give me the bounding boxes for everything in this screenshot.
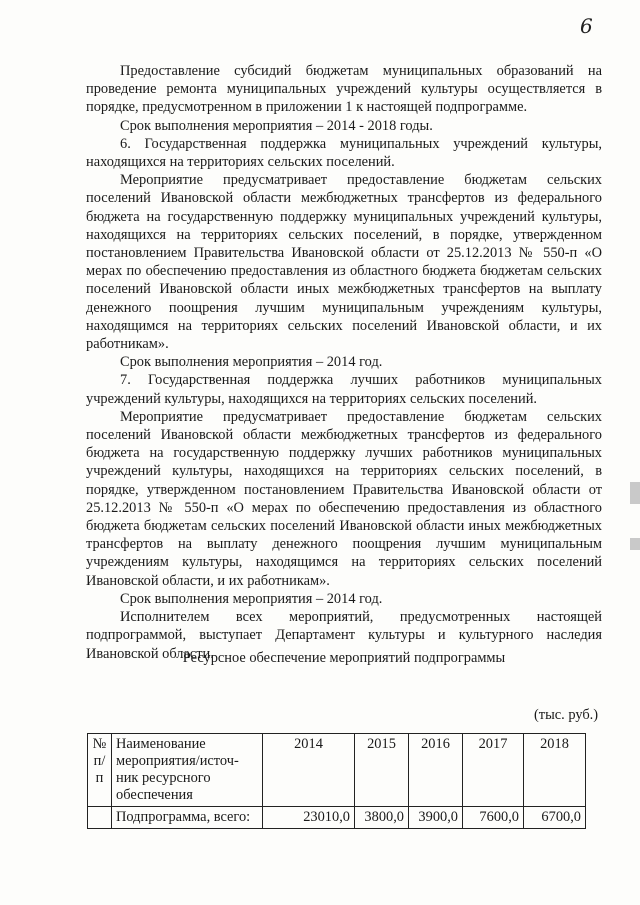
header-name: Наименование мероприятия/источ-ник ресурсного обеспечения (112, 734, 263, 807)
paragraph: Мероприятие предусматривает предоставление бюджетам сельских поселений Ивановской области межбюджетных трансфертов из федерального бюджета на государственную поддержку муниципальных учреждений культуры, находящихся на территориях сельских поселений, в порядке, утвержденном постановлением Правительства Ивановской области от 25.12.2013 № 550-п «О мерах по обеспечению предоставления из областного бюджета бюджетам сельских поселений Ивановской области иных межбюджетных трансфертов на выплату денежного поощрения лучшим муниципальным учреждениям культуры, находящимся на территориях сельских поселений Ивановской области, и их работникам». (86, 172, 602, 353)
paragraph: Мероприятие предусматривает предоставление бюджетам сельских поселений Ивановской области межбюджетных трансфертов из федерального бюджета на государственную поддержку лучших работников муниципальных учреждений культуры, находящихся на территориях сельских поселений, в порядке, утвержденном постановлением Правительства Ивановской области от 25.12.2013 № 550-п «О мерах по обеспечению предоставления из областного бюджета бюджетам сельских поселений Ивановской области иных межбюджетных трансфертов на выплату денежного поощрения лучшим муниципальным учреждениям культуры, находящимся на территориях сельских поселений Ивановской области, и их работникам». (86, 408, 602, 589)
header-year: 2017 (463, 734, 524, 807)
header-num: № п/п (88, 734, 112, 807)
scan-edge-mark (630, 538, 640, 550)
units-label: (тыс. руб.) (534, 707, 599, 723)
paragraph: Срок выполнения мероприятия – 2014 год. (120, 354, 383, 371)
paragraph: 6. Государственная поддержка муниципальных учреждений культуры, находящихся на территориях сельских поселений. (86, 135, 602, 171)
section-title: Ресурсное обеспечение мероприятий подпрограммы (182, 650, 506, 666)
row-value: 23010,0 (263, 807, 355, 829)
paragraph: Исполнителем всех мероприятий, предусмотренных настоящей подпрограммой, выступает Департамент культуры и культурного наследия Ивановской области. (86, 609, 602, 662)
table-row (88, 807, 586, 829)
row-num (88, 807, 112, 829)
body-text (86, 62, 602, 663)
resource-table (87, 733, 586, 829)
header-year: 2018 (524, 734, 586, 807)
paragraph: Срок выполнения мероприятия – 2014 год. (120, 590, 383, 607)
table-header-row (88, 734, 586, 807)
page-number: 6 (580, 14, 593, 38)
header-year: 2015 (355, 734, 409, 807)
header-year: 2016 (409, 734, 463, 807)
row-value: 6700,0 (524, 807, 586, 829)
paragraph: Срок выполнения мероприятия – 2014 - 2018 годы. (120, 117, 433, 134)
paragraph: 7. Государственная поддержка лучших работников муниципальных учреждений культуры, находящихся на территориях сельских поселений. (86, 372, 602, 407)
paragraph: Предоставление субсидий бюджетам муниципальных образований на проведение ремонта муниципальных учреждений культуры осуществляется в порядке, предусмотренном в приложении 1 к настоящей подпрограмме. (86, 63, 602, 116)
header-year: 2014 (263, 734, 355, 807)
row-value: 3900,0 (409, 807, 463, 829)
row-value: 3800,0 (355, 807, 409, 829)
row-name: Подпрограмма, всего: (112, 807, 263, 829)
scan-edge-mark (630, 482, 640, 504)
row-value: 7600,0 (463, 807, 524, 829)
